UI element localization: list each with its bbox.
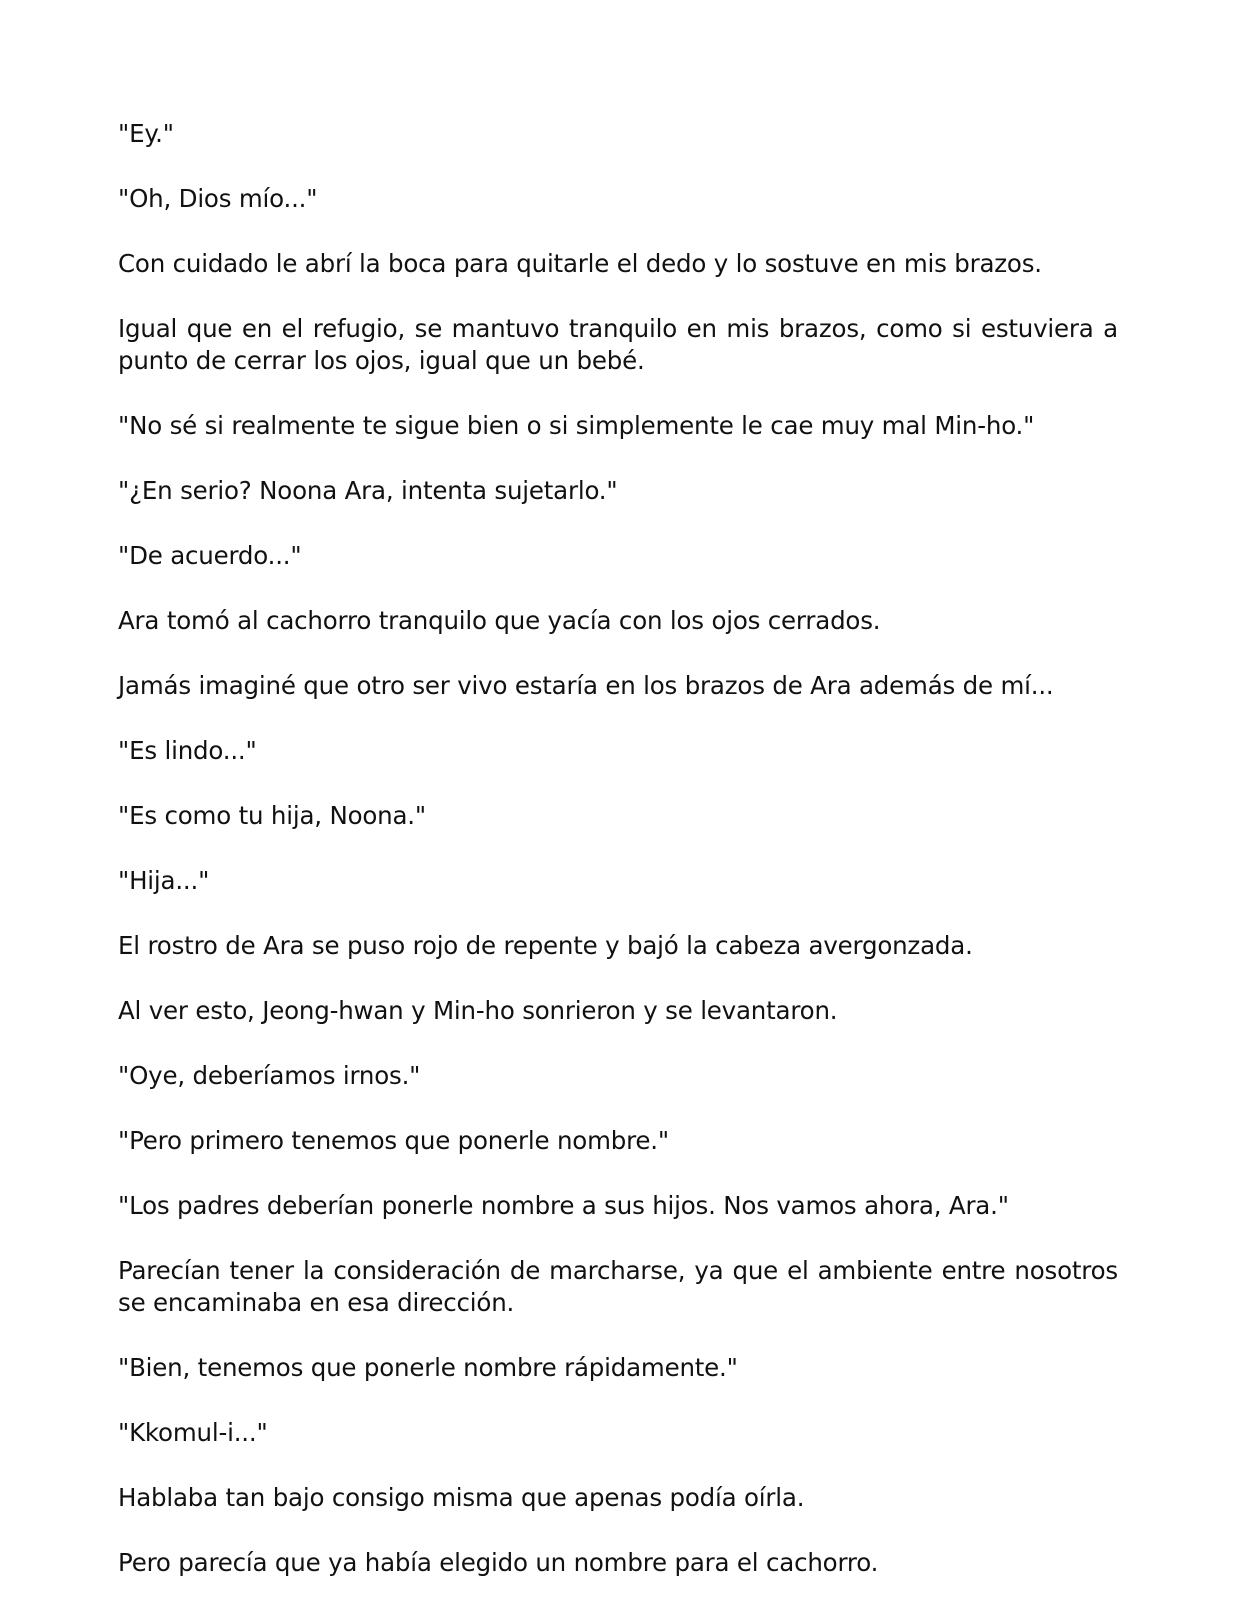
paragraph: Con cuidado le abrí la boca para quitarle el dedo y lo sostuve en mis brazos. [118, 249, 1042, 278]
paragraph: Ara tomó al cachorro tranquilo que yacía con los ojos cerrados. [118, 606, 881, 635]
paragraph: Parecían tener la consideración de marcharse, ya que el ambiente entre nosotros se encaminaba en esa dirección. [118, 1256, 1118, 1317]
paragraph: Pero parecía que ya había elegido un nombre para el cachorro. [118, 1548, 879, 1577]
paragraph: "No sé si realmente te sigue bien o si simplemente le cae muy mal Min-ho." [118, 411, 1035, 440]
paragraph: "Kkomul-i..." [118, 1418, 268, 1447]
paragraph: Jamás imaginé que otro ser vivo estaría en los brazos de Ara además de mí... [118, 671, 1054, 700]
paragraph: Hablaba tan bajo consigo misma que apenas podía oírla. [118, 1483, 805, 1512]
paragraph: "Oh, Dios mío..." [118, 184, 318, 213]
paragraph: El rostro de Ara se puso rojo de repente y bajó la cabeza avergonzada. [118, 931, 973, 960]
paragraph: "Los padres deberían ponerle nombre a sus hijos. Nos vamos ahora, Ara." [118, 1191, 1009, 1220]
paragraph: "Hija..." [118, 866, 210, 895]
paragraph: "Es como tu hija, Noona." [118, 801, 426, 830]
paragraph: "Ey." [118, 119, 174, 148]
paragraph: "De acuerdo..." [118, 541, 302, 570]
paragraph: "Pero primero tenemos que ponerle nombre." [118, 1126, 669, 1155]
paragraph: "Oye, deberíamos irnos." [118, 1061, 421, 1090]
paragraph: "Bien, tenemos que ponerle nombre rápidamente." [118, 1353, 738, 1382]
paragraph: Al ver esto, Jeong-hwan y Min-ho sonrieron y se levantaron. [118, 996, 838, 1025]
paragraph: "¿En serio? Noona Ara, intenta sujetarlo." [118, 476, 618, 505]
paragraph: Igual que en el refugio, se mantuvo tranquilo en mis brazos, como si estuviera a punto de cerrar los ojos, igual que un bebé. [118, 314, 1118, 375]
paragraph: "Es lindo..." [118, 736, 257, 765]
document-body [118, 118, 1118, 1612]
